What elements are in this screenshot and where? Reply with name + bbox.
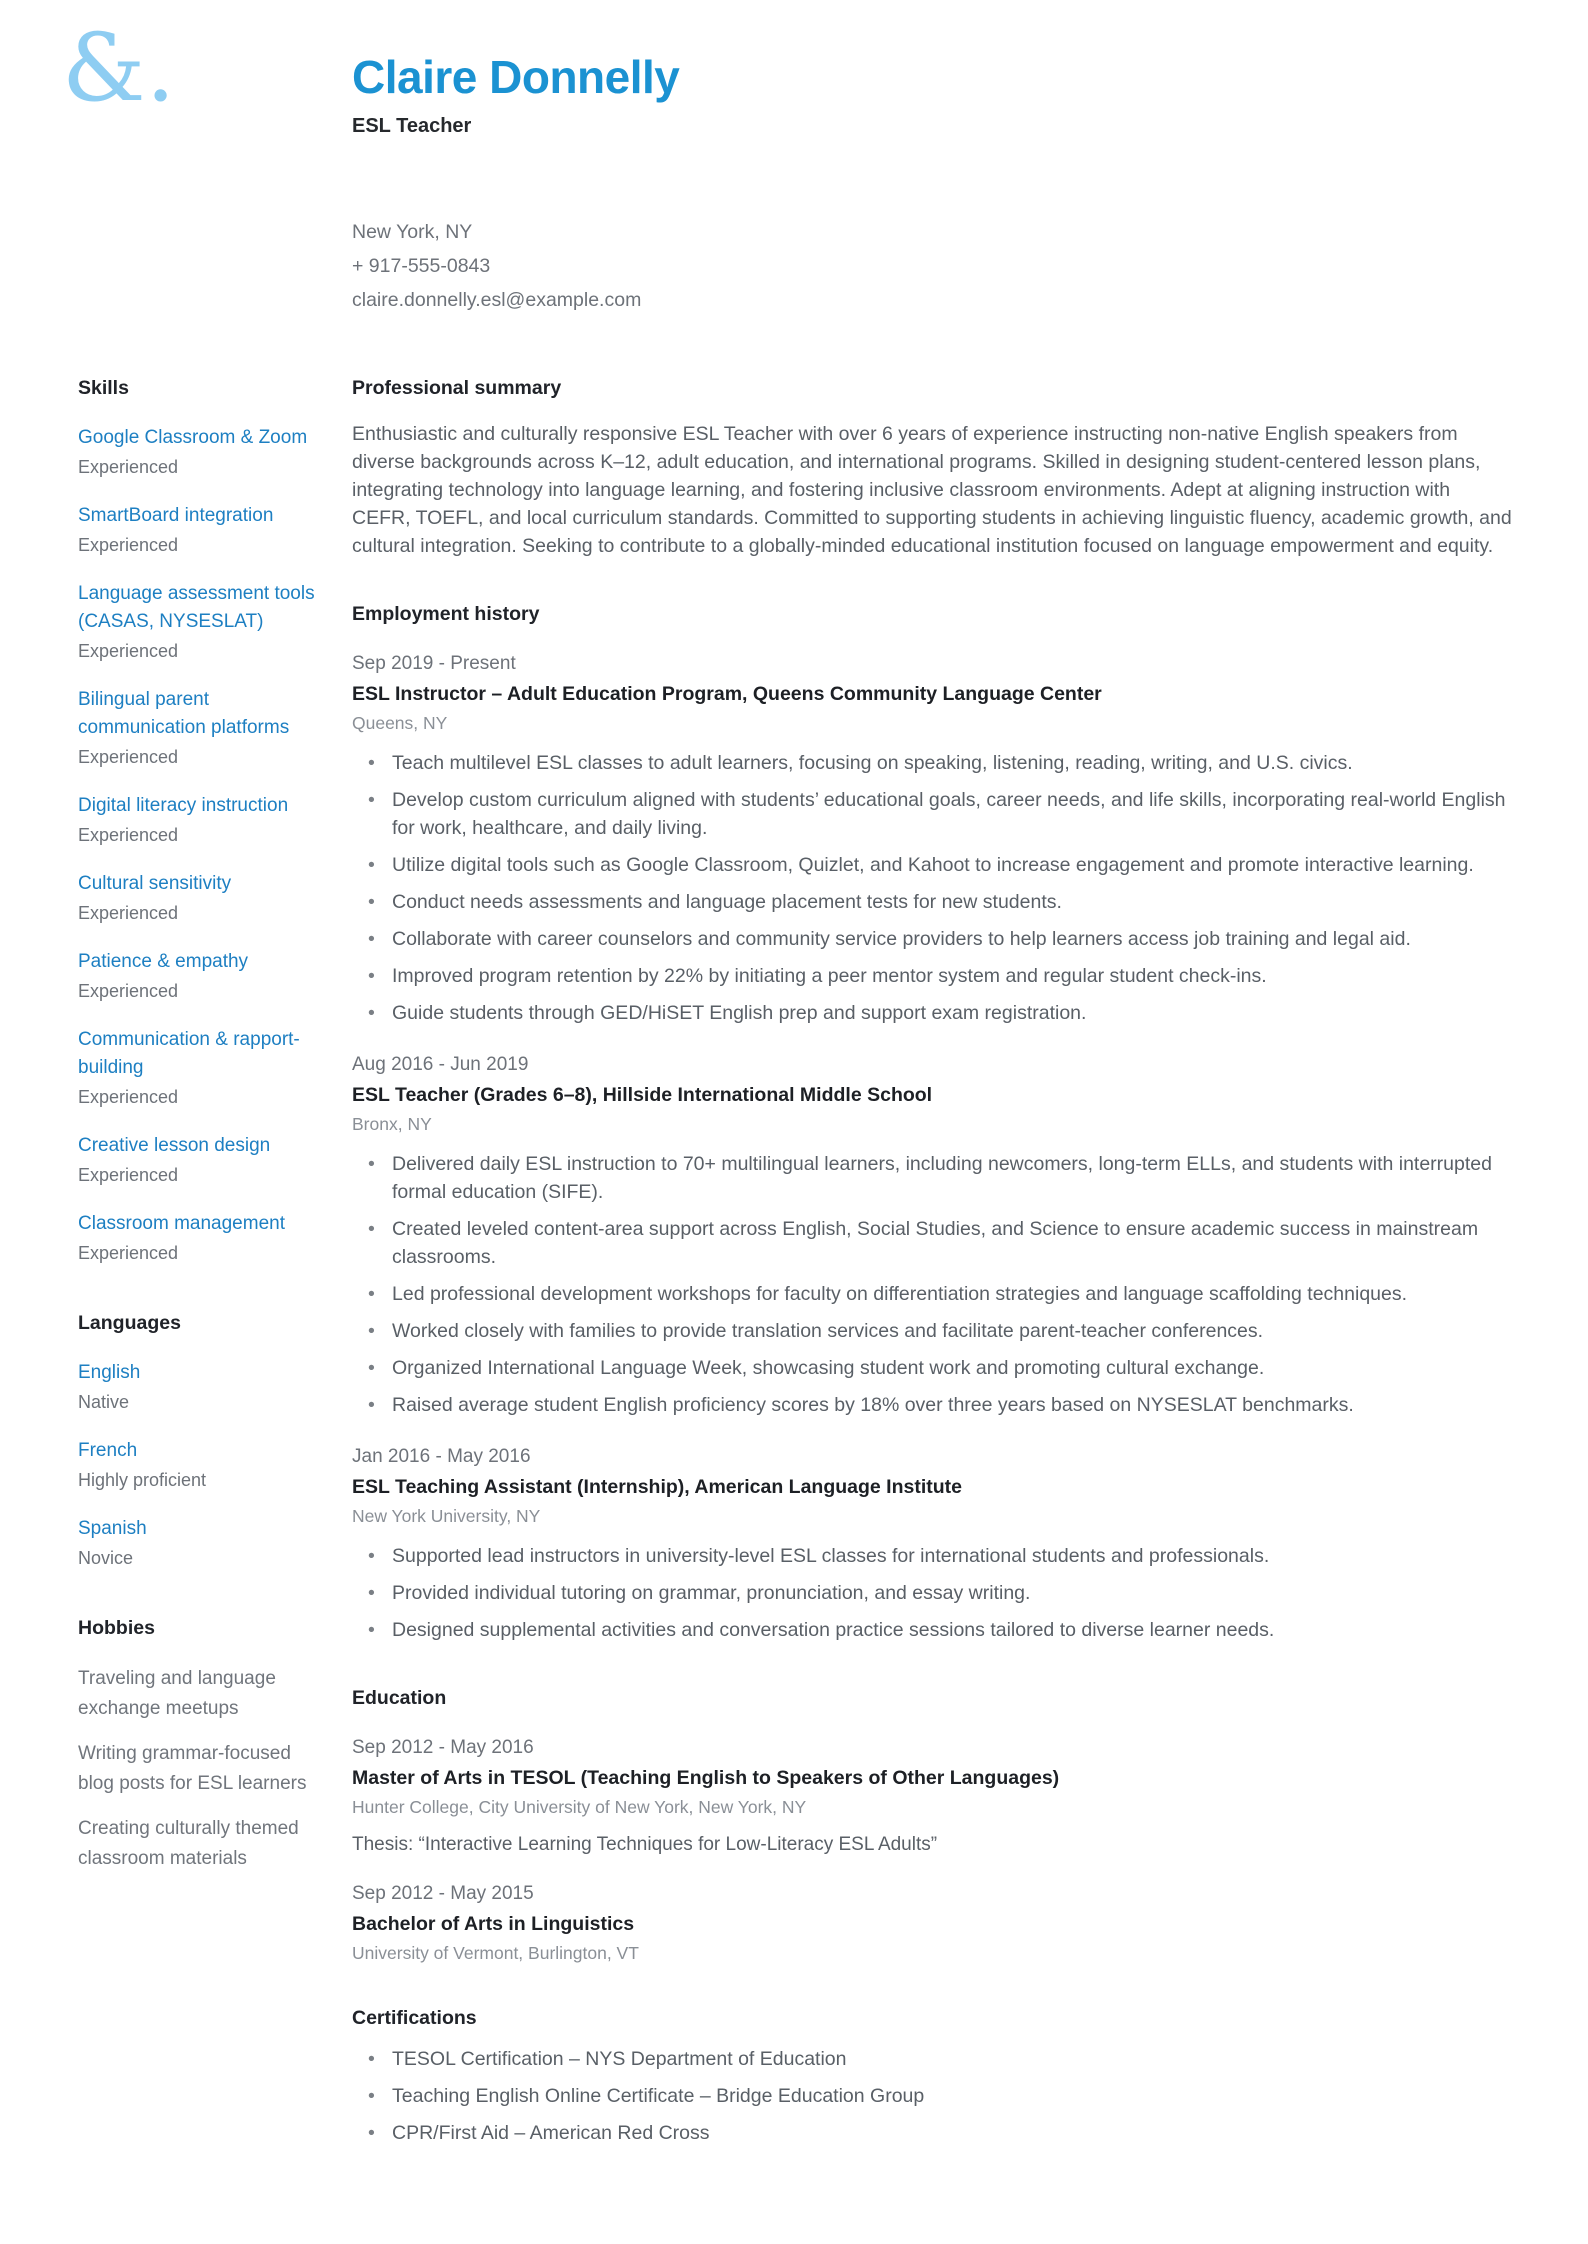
language-item [78,1359,330,1414]
job-bullet: • Guide students through GED/HiSET English prep and support exam registration. [352,999,1512,1027]
education-heading: Education [352,1687,447,1709]
skill-name: Language assessment tools (CASAS, NYSESLAT) [78,583,315,632]
header [352,52,679,138]
skill-name: Creative lesson design [78,1135,271,1156]
skills-list [78,424,330,1265]
job-location: New York University, NY [352,1506,541,1526]
job-entry [352,1444,1512,1644]
contact-location: New York, NY [352,221,473,243]
job-bullet: • Supported lead instructors in university-level ESL classes for international students and professionals. [352,1542,1512,1570]
summary-text: Enthusiastic and culturally responsive ESL Teacher with over 6 years of experience instructing non-native English speakers from diverse backgrounds across K–12, adult education, and international programs. Skilled in designing student-centered lesson plans, integrating technology into language learning, and fostering inclusive classroom environments. Adept at aligning instruction with CEFR, TOEFL, and local curriculum standards. Committed to supporting students in achieving linguistic fluency, academic growth, and cultural integration. Seeking to contribute to a globally-minded educational institution focused on language empowerment and equity. [352,423,1512,557]
language-name: French [78,1440,138,1461]
contact-phone: + 917-555-0843 [352,255,491,277]
language-name: Spanish [78,1518,147,1539]
education-dates: Sep 2012 - May 2015 [352,1883,534,1904]
hobby-item: Traveling and language exchange meetups [78,1668,276,1719]
skill-item [78,1026,330,1109]
skill-item [78,686,330,769]
job-bullet: • Designed supplemental activities and conversation practice sessions tailored to diverse learner needs. [352,1616,1512,1644]
job-location: Queens, NY [352,713,448,733]
job-bullet: • Collaborate with career counselors and community service providers to help learners access job training and legal aid. [352,925,1512,953]
skill-name: SmartBoard integration [78,505,274,526]
skill-item [78,424,330,479]
skill-item [78,792,330,847]
jobs-list [352,651,1512,1644]
hobby-item: Writing grammar-focused blog posts for ESL learners [78,1743,307,1794]
job-bullet: • Conduct needs assessments and language placement tests for new students. [352,888,1512,916]
certifications-heading: Certifications [352,2007,477,2029]
skill-name: Bilingual parent communication platforms [78,689,290,738]
skill-level: Experienced [78,535,179,555]
hobbies-heading: Hobbies [78,1617,155,1639]
job-dates: Jan 2016 - May 2016 [352,1446,531,1467]
certification-item: • TESOL Certification – NYS Department of Education [352,2045,1512,2073]
language-item [78,1515,330,1570]
certification-item: • Teaching English Online Certificate – Bridge Education Group [352,2082,1512,2110]
education-entry [352,1735,1512,1856]
main-column [352,376,1512,2156]
job-location: Bronx, NY [352,1114,432,1134]
hobby-item: Creating culturally themed classroom materials [78,1818,299,1869]
skill-level: Experienced [78,457,179,477]
certification-item: • CPR/First Aid – American Red Cross [352,2119,1512,2147]
job-bullet: • Organized International Language Week, showcasing student work and promoting cultural exchange. [352,1354,1512,1382]
education-degree: Bachelor of Arts in Linguistics [352,1913,635,1935]
skill-level: Experienced [78,981,179,1001]
candidate-name: Claire Donnelly [352,51,680,103]
sidebar [78,376,330,1889]
language-level: Novice [78,1548,134,1568]
contact-email: claire.donnelly.esl@example.com [352,289,642,311]
education-dates: Sep 2012 - May 2016 [352,1737,534,1758]
skill-level: Experienced [78,903,179,923]
job-dates: Aug 2016 - Jun 2019 [352,1054,529,1075]
education-entry [352,1881,1512,1964]
language-level: Highly proficient [78,1470,207,1490]
job-bullet: • Provided individual tutoring on grammar, pronunciation, and essay writing. [352,1579,1512,1607]
candidate-job-title: ESL Teacher [352,114,472,137]
education-school: University of Vermont, Burlington, VT [352,1943,639,1963]
skill-item [78,870,330,925]
skill-item [78,502,330,557]
language-name: English [78,1362,141,1383]
employment-heading: Employment history [352,603,540,625]
skill-item [78,948,330,1003]
education-school: Hunter College, City University of New York, New York, NY [352,1797,807,1817]
skill-name: Classroom management [78,1213,285,1234]
skill-level: Experienced [78,825,179,845]
ampersand-logo-icon: &. [62,14,176,123]
job-bullets [352,1542,1512,1644]
job-bullet: • Develop custom curriculum aligned with students’ educational goals, career needs, and life skills, incorporating real-world English for work, healthcare, and daily living. [352,786,1512,842]
hobbies-list [78,1664,330,1874]
education-list [352,1735,1512,1964]
skill-level: Experienced [78,1087,179,1107]
languages-heading: Languages [78,1312,181,1334]
skill-level: Experienced [78,1165,179,1185]
language-item [78,1437,330,1492]
skill-name: Google Classroom & Zoom [78,427,308,448]
job-bullet: • Created leveled content-area support across English, Social Studies, and Science to ensure academic success in mainstream classrooms. [352,1215,1512,1271]
summary-heading: Professional summary [352,377,562,399]
job-entry [352,651,1512,1027]
job-bullet: • Delivered daily ESL instruction to 70+ multilingual learners, including newcomers, long-term ELLs, and students with interrupted formal education (SIFE). [352,1150,1512,1206]
skill-name: Cultural sensitivity [78,873,232,894]
skill-name: Digital literacy instruction [78,795,289,816]
skills-heading: Skills [78,377,129,399]
education-note: Thesis: “Interactive Learning Techniques for Low-Literacy ESL Adults” [352,1834,938,1855]
job-bullets [352,1150,1512,1419]
job-bullet: • Led professional development workshops for faculty on differentiation strategies and language scaffolding techniques. [352,1280,1512,1308]
job-bullet: • Raised average student English proficiency scores by 18% over three years based on NYSESLAT benchmarks. [352,1391,1512,1419]
job-dates: Sep 2019 - Present [352,653,516,674]
job-bullets [352,749,1512,1027]
skill-name: Communication & rapport-building [78,1029,300,1078]
skill-item [78,1132,330,1187]
language-level: Native [78,1392,130,1412]
skill-name: Patience & empathy [78,951,249,972]
job-bullet: • Teach multilevel ESL classes to adult learners, focusing on speaking, listening, reading, writing, and U.S. civics. [352,749,1512,777]
contact-block [352,215,641,317]
job-title: ESL Instructor – Adult Education Program, Queens Community Language Center [352,683,1102,705]
education-degree: Master of Arts in TESOL (Teaching English to Speakers of Other Languages) [352,1767,1060,1789]
job-title: ESL Teacher (Grades 6–8), Hillside International Middle School [352,1084,933,1106]
skill-item [78,580,330,663]
languages-list [78,1359,330,1570]
job-bullet: • Utilize digital tools such as Google Classroom, Quizlet, and Kahoot to increase engagement and promote interactive learning. [352,851,1512,879]
job-bullet: • Worked closely with families to provide translation services and facilitate parent-teacher conferences. [352,1317,1512,1345]
job-title: ESL Teaching Assistant (Internship), American Language Institute [352,1476,963,1498]
skill-level: Experienced [78,641,179,661]
skill-level: Experienced [78,1243,179,1263]
certifications-list [352,2045,1512,2147]
skill-item [78,1210,330,1265]
job-entry [352,1052,1512,1419]
job-bullet: • Improved program retention by 22% by initiating a peer mentor system and regular student check-ins. [352,962,1512,990]
skill-level: Experienced [78,747,179,767]
